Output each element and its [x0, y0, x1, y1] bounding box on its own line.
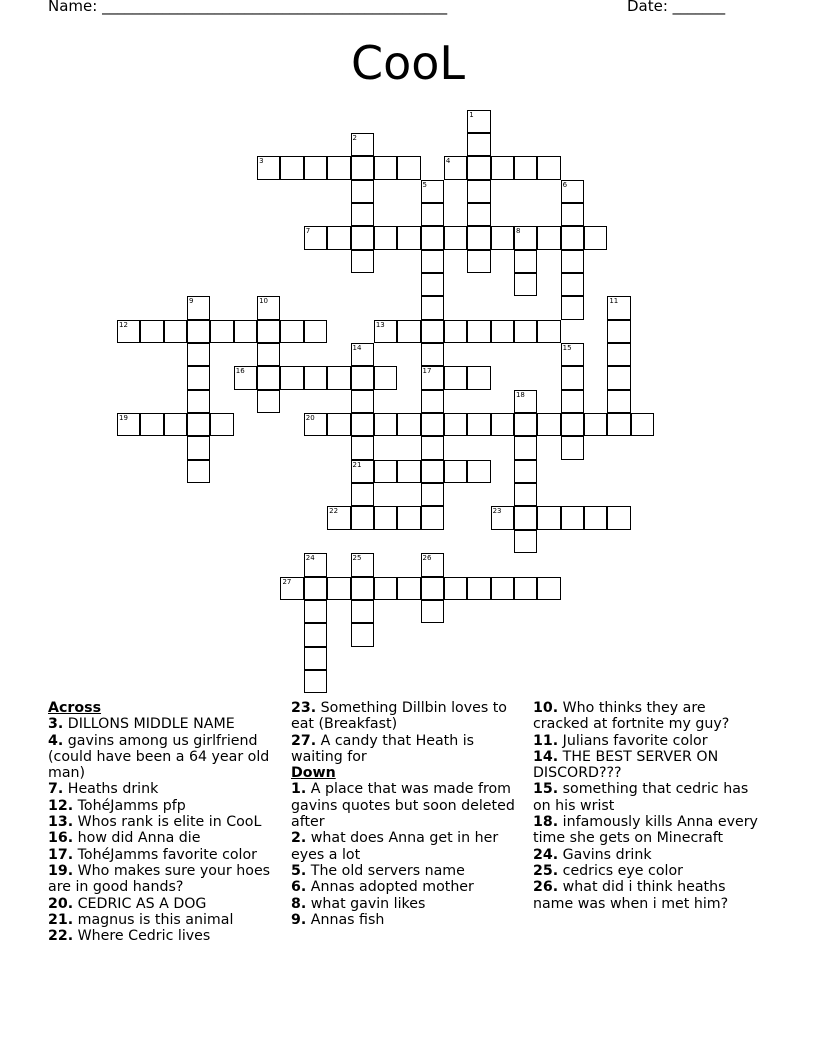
grid-cell[interactable] [421, 436, 444, 459]
grid-cell[interactable] [467, 413, 490, 436]
clue-item [48, 781, 280, 797]
grid-cell[interactable] [117, 413, 140, 436]
grid-cell[interactable] [351, 483, 374, 506]
grid-cell[interactable] [444, 320, 467, 343]
grid-cell[interactable] [514, 530, 537, 553]
grid-cell[interactable] [514, 390, 537, 413]
cell-number: 12 [119, 320, 128, 329]
grid-cell[interactable] [514, 436, 537, 459]
cell-number: 7 [305, 227, 311, 236]
cell-number: 19 [119, 414, 128, 423]
clue-text: gavins among us girlfriend (could have been a 64 year old man) [48, 732, 270, 782]
clue-number: 2. [291, 830, 307, 847]
grid-cell[interactable] [421, 296, 444, 319]
clue-number: 21. [48, 911, 74, 928]
grid-cell[interactable] [537, 156, 560, 179]
grid-cell[interactable] [561, 413, 584, 436]
clue-number: 15. [533, 781, 559, 798]
clue-text: TohéJamms pfp [73, 797, 186, 814]
grid-cell[interactable] [561, 250, 584, 273]
grid-cell[interactable] [327, 156, 350, 179]
clue-item [533, 847, 765, 863]
clue-text: how did Anna die [73, 830, 201, 847]
grid-cell[interactable] [327, 506, 350, 529]
grid-cell[interactable] [164, 320, 187, 343]
clue-item [48, 716, 280, 732]
clue-number: 18. [533, 814, 559, 831]
cell-number: 13 [375, 320, 385, 329]
clue-text: Who thinks they are cracked at fortnite my guy? [533, 700, 730, 733]
grid-cell[interactable] [421, 250, 444, 273]
clue-item [48, 830, 280, 846]
grid-cell[interactable] [421, 553, 444, 576]
clue-number: 6. [291, 879, 307, 896]
date-field[interactable]: Date: _______ [627, 0, 726, 15]
grid-cell[interactable] [351, 413, 374, 436]
grid-cell[interactable] [561, 436, 584, 459]
grid-cell[interactable] [421, 577, 444, 600]
clue-item [291, 700, 521, 733]
cell-number: 16 [235, 367, 245, 376]
grid-cell[interactable] [607, 320, 630, 343]
grid-cell[interactable] [421, 413, 444, 436]
clue-item [48, 863, 280, 896]
grid-cell[interactable] [187, 320, 210, 343]
grid-cell[interactable] [561, 506, 584, 529]
grid-cell[interactable] [491, 226, 514, 249]
grid-cell[interactable] [467, 320, 490, 343]
grid-cell[interactable] [491, 156, 514, 179]
clue-item [533, 879, 765, 912]
grid-cell[interactable] [280, 366, 303, 389]
grid-cell[interactable] [467, 226, 490, 249]
clue-number: 5. [291, 862, 307, 879]
grid-cell[interactable] [561, 203, 584, 226]
grid-cell[interactable] [397, 577, 420, 600]
grid-cell[interactable] [467, 180, 490, 203]
cell-number: 1 [469, 110, 474, 119]
grid-cell[interactable] [421, 390, 444, 413]
grid-cell[interactable] [351, 226, 374, 249]
grid-cell[interactable] [561, 366, 584, 389]
grid-cell[interactable] [397, 226, 420, 249]
grid-cell[interactable] [421, 366, 444, 389]
grid-cell[interactable] [374, 413, 397, 436]
grid-cell[interactable] [374, 366, 397, 389]
cell-number: 6 [562, 180, 568, 189]
across-heading: Across [48, 700, 102, 716]
grid-cell[interactable] [514, 226, 537, 249]
grid-cell[interactable] [607, 413, 630, 436]
clue-number: 12. [48, 797, 74, 814]
grid-cell[interactable] [421, 460, 444, 483]
grid-cell[interactable] [304, 553, 327, 576]
grid-cell[interactable] [421, 180, 444, 203]
cell-number: 5 [422, 180, 428, 189]
grid-cell[interactable] [537, 226, 560, 249]
grid-cell[interactable] [187, 390, 210, 413]
grid-cell[interactable] [351, 366, 374, 389]
cell-number: 10 [259, 297, 269, 306]
clue-item [48, 733, 280, 782]
clue-number: 23. [291, 700, 317, 716]
clue-number: 7. [48, 781, 64, 798]
grid-cell[interactable] [304, 226, 327, 249]
grid-cell[interactable] [304, 623, 327, 646]
clue-text: Annas adopted mother [306, 879, 474, 896]
clue-item [48, 847, 280, 863]
grid-cell[interactable] [187, 296, 210, 319]
grid-cell[interactable] [187, 436, 210, 459]
cell-number: 20 [305, 414, 315, 423]
grid-cell[interactable] [444, 577, 467, 600]
grid-cell[interactable] [561, 180, 584, 203]
clue-item [291, 912, 521, 928]
grid-cell[interactable] [491, 577, 514, 600]
clue-text: cedrics eye color [558, 862, 683, 879]
grid-cell[interactable] [351, 203, 374, 226]
cell-number: 21 [352, 460, 362, 469]
grid-cell[interactable] [187, 366, 210, 389]
cell-number: 11 [609, 297, 619, 306]
grid-cell[interactable] [421, 226, 444, 249]
grid-cell[interactable] [351, 553, 374, 576]
clue-text: Something Dillbin loves to eat (Breakfast) [291, 700, 507, 733]
grid-cell[interactable] [351, 577, 374, 600]
cell-number: 15 [562, 344, 572, 352]
clue-column-3 [533, 700, 765, 912]
clue-text: A place that was made from gavins quotes but soon deleted after [291, 781, 515, 831]
grid-cell[interactable] [374, 320, 397, 343]
clue-column-1 [48, 700, 280, 944]
clue-text: Julians favorite color [558, 732, 708, 749]
grid-cell[interactable] [374, 226, 397, 249]
grid-cell[interactable] [397, 460, 420, 483]
grid-cell[interactable] [537, 577, 560, 600]
grid-cell[interactable] [304, 366, 327, 389]
cell-number: 24 [305, 554, 315, 563]
clue-number: 19. [48, 862, 74, 879]
clue-number: 10. [533, 700, 559, 716]
cell-number: 17 [422, 367, 432, 376]
grid-cell[interactable] [327, 366, 350, 389]
clue-text: TohéJamms favorite color [73, 846, 258, 863]
grid-cell[interactable] [257, 156, 280, 179]
grid-cell[interactable] [257, 296, 280, 319]
grid-cell[interactable] [164, 413, 187, 436]
grid-cell[interactable] [467, 366, 490, 389]
grid-cell[interactable] [561, 296, 584, 319]
clue-text: infamously kills Anna every time she gets on Minecraft [533, 814, 758, 847]
grid-cell[interactable] [467, 110, 490, 133]
clue-text: CEDRIC AS A DOG [73, 895, 207, 912]
grid-cell[interactable] [607, 296, 630, 319]
grid-cell[interactable] [351, 343, 374, 366]
down-heading: Down [291, 765, 336, 782]
grid-cell[interactable] [514, 250, 537, 273]
grid-cell[interactable] [491, 506, 514, 529]
clue-text: Annas fish [306, 911, 385, 928]
clue-number: 25. [533, 862, 559, 879]
clue-column-2 [291, 700, 521, 928]
clue-number: 3. [48, 716, 64, 733]
clue-item [291, 830, 521, 863]
grid-cell[interactable] [397, 506, 420, 529]
cell-number: 3 [259, 157, 264, 166]
clue-item [533, 781, 765, 814]
grid-cell[interactable] [537, 506, 560, 529]
grid-cell[interactable] [304, 156, 327, 179]
clue-number: 26. [533, 879, 559, 896]
grid-cell[interactable] [421, 273, 444, 296]
grid-cell[interactable] [561, 273, 584, 296]
clue-item [48, 814, 280, 830]
clue-item [48, 928, 280, 944]
grid-cell[interactable] [514, 577, 537, 600]
cell-number: 25 [352, 554, 362, 563]
grid-cell[interactable] [374, 506, 397, 529]
grid-cell[interactable] [351, 600, 374, 623]
clue-text: what did i think heaths name was when i met him? [533, 879, 729, 912]
grid-cell[interactable] [397, 320, 420, 343]
grid-cell[interactable] [304, 600, 327, 623]
grid-cell[interactable] [631, 413, 654, 436]
grid-cell[interactable] [117, 320, 140, 343]
grid-cell[interactable] [584, 226, 607, 249]
clue-item [533, 814, 765, 847]
grid-cell[interactable] [514, 413, 537, 436]
clue-text: THE BEST SERVER ON DISCORD??? [533, 748, 719, 782]
clue-number: 16. [48, 830, 74, 847]
grid-cell[interactable] [514, 483, 537, 506]
grid-cell[interactable] [187, 460, 210, 483]
grid-cell[interactable] [444, 413, 467, 436]
cell-number: 26 [422, 554, 432, 563]
clue-text: The old servers name [306, 862, 465, 879]
clue-text: magnus is this animal [73, 911, 234, 928]
grid-cell[interactable] [421, 506, 444, 529]
clue-text: Where Cedric lives [73, 928, 211, 945]
grid-cell[interactable] [351, 156, 374, 179]
cell-number: 27 [282, 577, 292, 586]
grid-cell[interactable] [187, 413, 210, 436]
grid-cell[interactable] [467, 250, 490, 273]
clue-text: what gavin likes [306, 895, 426, 912]
grid-cell[interactable] [374, 460, 397, 483]
grid-cell[interactable] [467, 577, 490, 600]
grid-cell[interactable] [537, 413, 560, 436]
clue-item [533, 863, 765, 879]
grid-cell[interactable] [304, 647, 327, 670]
grid-cell[interactable] [584, 506, 607, 529]
grid-cell[interactable] [467, 156, 490, 179]
cell-number: 9 [189, 297, 194, 306]
grid-cell[interactable] [444, 366, 467, 389]
clue-item [533, 700, 765, 733]
grid-cell[interactable] [351, 460, 374, 483]
cell-number: 4 [445, 157, 451, 166]
clue-text: A candy that Heath is waiting for [291, 732, 475, 765]
grid-cell[interactable] [444, 226, 467, 249]
grid-cell[interactable] [140, 320, 163, 343]
grid-cell[interactable] [607, 366, 630, 389]
grid-cell[interactable] [351, 180, 374, 203]
grid-cell[interactable] [421, 600, 444, 623]
grid-cell[interactable] [257, 366, 280, 389]
clue-number: 1. [291, 781, 307, 798]
grid-cell[interactable] [444, 460, 467, 483]
clue-text: DILLONS MIDDLE NAME [63, 716, 235, 733]
grid-cell[interactable] [210, 413, 233, 436]
clue-number: 13. [48, 814, 74, 831]
grid-cell[interactable] [561, 226, 584, 249]
grid-cell[interactable] [467, 460, 490, 483]
grid-cell[interactable] [514, 273, 537, 296]
clue-number: 22. [48, 928, 74, 945]
grid-cell[interactable] [234, 320, 257, 343]
grid-cell[interactable] [304, 577, 327, 600]
grid-cell[interactable] [304, 320, 327, 343]
grid-cell[interactable] [351, 133, 374, 156]
grid-cell[interactable] [280, 320, 303, 343]
grid-cell[interactable] [210, 320, 233, 343]
clue-number: 20. [48, 895, 74, 912]
grid-cell[interactable] [444, 156, 467, 179]
grid-cell[interactable] [280, 577, 303, 600]
clue-item [533, 749, 765, 782]
clue-number: 17. [48, 846, 74, 863]
grid-cell[interactable] [257, 390, 280, 413]
grid-cell[interactable] [140, 413, 163, 436]
grid-cell[interactable] [351, 250, 374, 273]
grid-cell[interactable] [421, 320, 444, 343]
clue-text: Who makes sure your hoes are in good hands? [48, 862, 271, 896]
clue-item [48, 912, 280, 928]
grid-cell[interactable] [467, 203, 490, 226]
clue-number: 11. [533, 732, 559, 749]
grid-cell[interactable] [514, 320, 537, 343]
clue-item [291, 863, 521, 879]
clue-item [291, 896, 521, 912]
grid-cell[interactable] [234, 366, 257, 389]
grid-cell[interactable] [257, 320, 280, 343]
grid-cell[interactable] [467, 133, 490, 156]
grid-cell[interactable] [187, 343, 210, 366]
grid-cell[interactable] [584, 413, 607, 436]
grid-cell[interactable] [374, 577, 397, 600]
clue-text: Whos rank is elite in CooL [73, 814, 262, 831]
grid-cell[interactable] [257, 343, 280, 366]
grid-cell[interactable] [304, 413, 327, 436]
grid-cell[interactable] [514, 156, 537, 179]
clue-item [291, 879, 521, 895]
grid-cell[interactable] [607, 343, 630, 366]
grid-cell[interactable] [397, 156, 420, 179]
grid-cell[interactable] [351, 506, 374, 529]
clue-text: what does Anna get in her eyes a lot [291, 830, 499, 863]
grid-cell[interactable] [537, 320, 560, 343]
grid-cell[interactable] [514, 460, 537, 483]
clue-number: 9. [291, 911, 307, 928]
cell-number: 22 [329, 507, 339, 516]
name-field[interactable]: Name: ______________________________________________ [48, 0, 448, 15]
clue-number: 14. [533, 748, 559, 765]
grid-cell[interactable] [327, 577, 350, 600]
grid-cell[interactable] [374, 156, 397, 179]
grid-cell[interactable] [607, 390, 630, 413]
grid-cell[interactable] [304, 670, 327, 693]
grid-cell[interactable] [421, 203, 444, 226]
cell-number: 2 [352, 133, 357, 142]
grid-cell[interactable] [397, 413, 420, 436]
grid-cell[interactable] [561, 390, 584, 413]
grid-cell[interactable] [351, 390, 374, 413]
grid-cell[interactable] [491, 413, 514, 436]
cell-number: 23 [492, 507, 502, 516]
cell-number: 14 [352, 344, 362, 352]
clue-number: 8. [291, 895, 307, 912]
clue-text: Gavins drink [558, 846, 652, 863]
grid-cell[interactable] [421, 483, 444, 506]
clue-number: 27. [291, 732, 317, 749]
clue-number: 24. [533, 846, 559, 863]
clue-item [48, 896, 280, 912]
grid-cell[interactable] [491, 320, 514, 343]
clue-text: Heaths drink [63, 781, 159, 798]
grid-cell[interactable] [351, 436, 374, 459]
grid-cell[interactable] [327, 413, 350, 436]
clue-item [533, 733, 765, 749]
grid-cell[interactable] [280, 156, 303, 179]
clue-item [48, 798, 280, 814]
grid-cell[interactable] [514, 506, 537, 529]
grid-cell[interactable] [351, 623, 374, 646]
cell-number: 8 [515, 227, 521, 236]
grid-cell[interactable] [327, 226, 350, 249]
cell-number: 18 [515, 390, 525, 399]
grid-cell[interactable] [607, 506, 630, 529]
puzzle-title: CooL [350, 36, 466, 90]
clue-number: 4. [48, 732, 64, 749]
clue-text: something that cedric has on his wrist [533, 781, 749, 814]
grid-cell[interactable] [421, 343, 444, 366]
clue-item [291, 781, 521, 830]
clue-item [291, 733, 521, 766]
grid-cell[interactable] [561, 343, 584, 366]
